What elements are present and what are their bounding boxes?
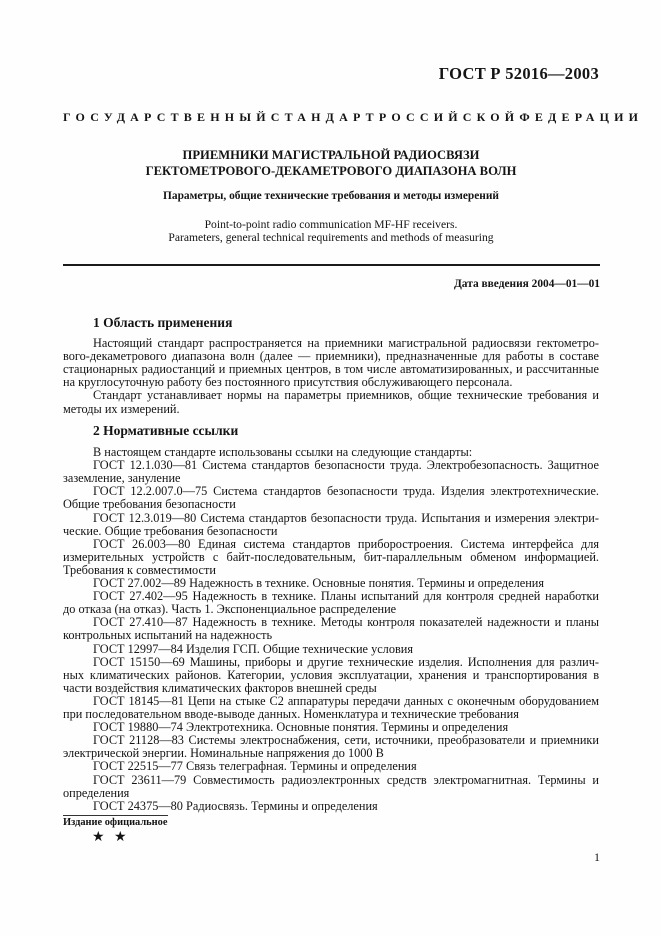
text-line: Стандарт устанавливает нормы на параметры приемников, общие технические требования и [93, 388, 599, 403]
state-standard-word: СТАНДАРТ [270, 110, 379, 124]
section-heading-scope: 1 Область применения [93, 315, 233, 330]
text-line: В настоящем стандарте использованы ссылки на следующие стандарты: [93, 445, 473, 459]
title-line-2: ГЕКТОМЕТРОВОГО-ДЕКАМЕТРОВОГО ДИАПАЗОНА ВОЛН [145, 164, 517, 178]
state-standard-heading [63, 110, 644, 125]
title-divider [63, 264, 600, 266]
official-edition-label: Издание официальное [63, 817, 168, 828]
text-line: заземление, зануление [63, 471, 181, 486]
page-number: 1 [594, 850, 600, 864]
section-heading-references: 2 Нормативные ссылки [93, 423, 239, 438]
text-line: на круглосуточную работу без постоянного присутствия обслуживающего персонала. [63, 375, 513, 390]
text-line: ГОСТ 12997—84 Изделия ГСП. Общие технические условия [93, 641, 414, 656]
text-line: ГОСТ 15150—69 Машины, приборы и другие технические изделия. Исполнения для различ- [93, 654, 599, 669]
text-line: ГОСТ 27.402—95 Надежность в технике. Планы испытаний для контроля средней наработки [93, 589, 599, 604]
text-line: до отказа (на отказ). Часть 1. Экспоненциальное распределение [63, 602, 397, 617]
introduction-date: Дата введения 2004—01—01 [453, 278, 600, 290]
text-line: вого-декаметрового диапазона волн (далее — приемники), предназначенные для работы в составе [63, 349, 599, 364]
footer-divider [63, 815, 168, 816]
text-line: части воздействия климатических факторов внешней среды [63, 680, 377, 695]
text-line: ГОСТ 18145—81 Цепи на стыке С2 аппаратуры передачи данных с оконечным оборудованием [93, 693, 599, 708]
text-line: ных климатических районов. Категории, условия эксплуатации, хранения и транспортирования в [63, 667, 599, 682]
stars-mark: ★ ★ [92, 830, 130, 845]
state-standard-word: РОССИЙСКОЙ [378, 110, 520, 124]
text-line: ГОСТ 12.2.007.0—75 Система стандартов безопасности труда. Изделия электротехнические. [93, 484, 599, 499]
text-line: ческие. Общие требования безопасности [63, 523, 278, 538]
text-line: стационарных радиостанций и приемных центров, в том числе автоматизированных, и рассчитанные [63, 362, 599, 377]
text-line: определения [63, 785, 130, 800]
document-number: ГОСТ Р 52016—2003 [438, 64, 599, 83]
text-line: электрической энергии. Номинальные напряжения до 1000 В [63, 746, 384, 761]
state-standard-word: ФЕДЕРАЦИИ [519, 110, 644, 124]
text-line: ГОСТ 26.003—80 Единая система стандартов приборостроения. Система интерфейса для [93, 536, 599, 551]
text-line: Настоящий стандарт распространяется на приемники магистральной радиосвязи гектометро- [93, 336, 599, 350]
text-line: при последовательном вводе-выводе данных. Номенклатура и технические требования [63, 707, 519, 721]
english-title-line-2: Parameters, general technical requirements and methods of measuring [168, 231, 494, 244]
text-line: ГОСТ 27.002—89 Надежность в технике. Основные понятия. Термины и определения [93, 576, 545, 590]
text-line: контрольных испытаний на надежность [63, 628, 273, 643]
text-line: ГОСТ 24375—80 Радиосвязь. Термины и определения [93, 798, 378, 813]
text-line: ГОСТ 19880—74 Электротехника. Основные понятия. Термины и определения [93, 720, 509, 735]
text-line: измерительных устройств с байт-последовательным, бит-параллельным обменом информацией. [63, 549, 599, 564]
text-line: ГОСТ 27.410—87 Надежность в технике. Методы контроля показателей надежности и планы [93, 615, 599, 630]
text-line: ГОСТ 23611—79 Совместимость радиоэлектронных средств электромагнитная. Термины и [93, 772, 599, 787]
text-line: методы их измерений. [63, 401, 180, 416]
title-line-1: ПРИЕМНИКИ МАГИСТРАЛЬНОЙ РАДИОСВЯЗИ [182, 148, 480, 162]
subtitle: Параметры, общие технические требования и методы измерений [163, 190, 499, 202]
state-standard-word: ГОСУДАРСТВЕННЫЙ [63, 110, 271, 124]
text-line: Общие требования безопасности [63, 497, 236, 512]
english-title-line-1: Point-to-point radio communication MF-HF receivers. [204, 218, 458, 231]
text-line: ГОСТ 22515—77 Связь телеграфная. Термины и определения [93, 759, 417, 774]
text-line: ГОСТ 12.1.030—81 Система стандартов безопасности труда. Электробезопасность. Защитное [93, 458, 599, 473]
text-line: Требования к совместимости [63, 562, 216, 577]
text-line: ГОСТ 21128—83 Системы электроснабжения, сети, источники, преобразователи и приемники [93, 733, 599, 748]
text-line: ГОСТ 12.3.019—80 Система стандартов безопасности труда. Испытания и измерения электри- [93, 510, 599, 525]
